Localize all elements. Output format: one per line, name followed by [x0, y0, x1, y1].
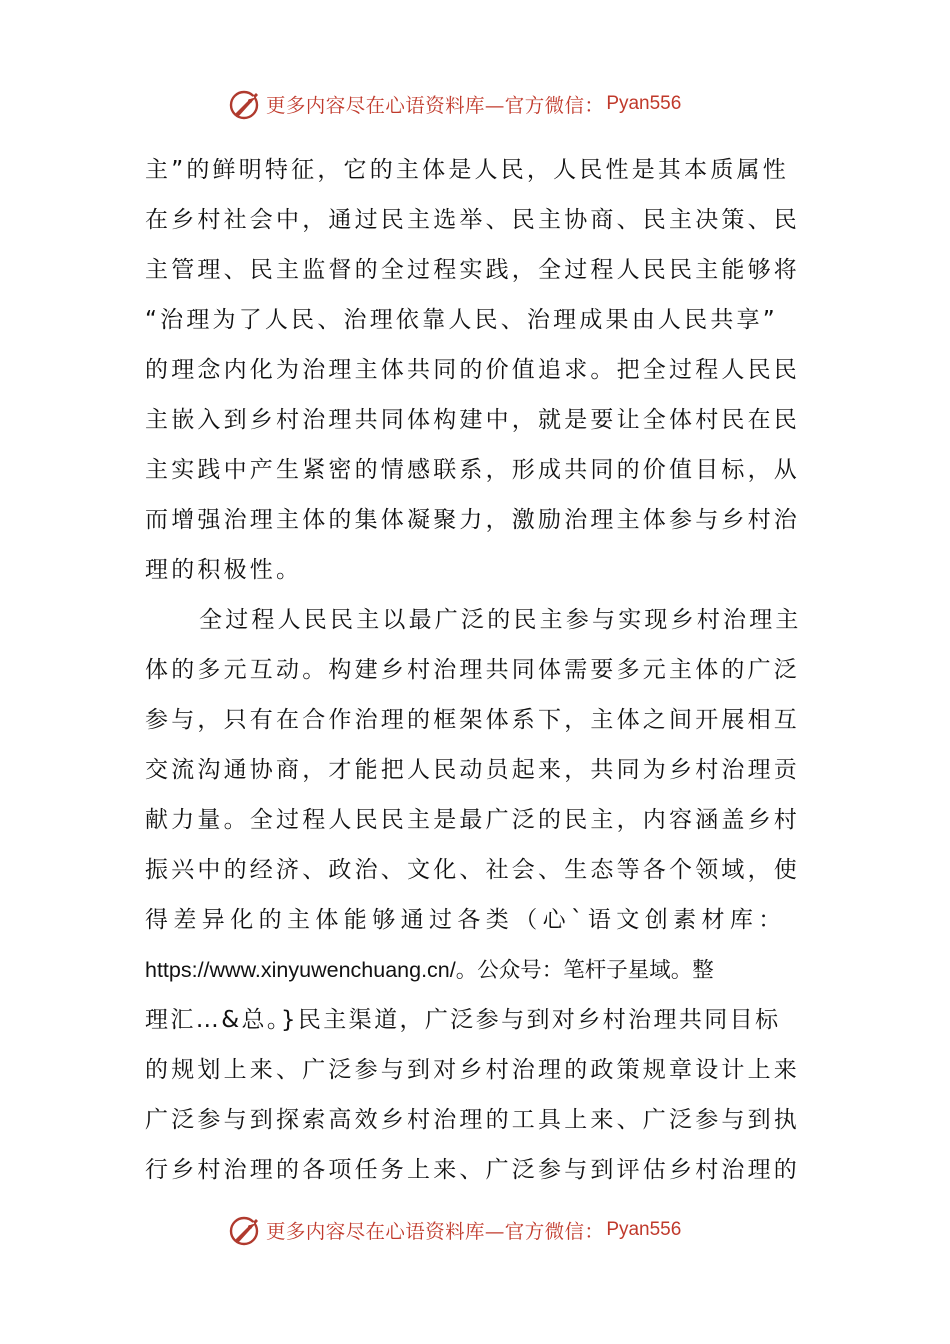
- banner-wechat-id: Pyan556: [606, 1219, 682, 1240]
- quill-logo-icon: [228, 1213, 262, 1247]
- text-line: 得差异化的主体能够通过各类（心`语文创素材库：: [145, 907, 787, 933]
- text-line: 主”的鲜明特征，它的主体是人民，人民性是其本质属性: [145, 157, 789, 183]
- text-line: 体的多元互动。构建乡村治理共同体需要多元主体的广泛: [145, 657, 800, 683]
- text-line: 献力量。全过程人民民主是最广泛的民主，内容涵盖乡村: [145, 807, 800, 833]
- text-line: 交流沟通协商，才能把人民动员起来，共同为乡村治理贡: [145, 757, 800, 783]
- text-line-url: https://www.xinyuwenchuang.cn/。公众号：笔杆子星域。整: [145, 958, 714, 982]
- text-line: 理汇…&总。}民主渠道，广泛参与到对乡村治理共同目标: [145, 1007, 781, 1033]
- text-line: 而增强治理主体的集体凝聚力，激励治理主体参与乡村治: [145, 507, 800, 533]
- paragraph-first-line: 全过程人民民主以最广泛的民主参与实现乡村治理主: [199, 607, 802, 633]
- text-line: 理的积极性。: [145, 557, 303, 583]
- text-line: 振兴中的经济、政治、文化、社会、生态等各个领域，使: [145, 857, 800, 883]
- banner-wechat-id: Pyan556: [606, 93, 682, 114]
- text-line: 主实践中产生紧密的情感联系，形成共同的价值目标，从: [145, 457, 800, 483]
- footer-banner: [228, 1210, 748, 1250]
- banner-text: 更多内容尽在心语资料库—官方微信：: [266, 1220, 605, 1243]
- header-banner: [228, 84, 748, 124]
- text-line: “治理为了人民、治理依靠人民、治理成果由人民共享”: [145, 307, 778, 333]
- text-line: 行乡村治理的各项任务上来、广泛参与到评估乡村治理的: [145, 1157, 800, 1183]
- text-line: 主管理、民主监督的全过程实践，全过程人民民主能够将: [145, 257, 800, 283]
- banner-text: 更多内容尽在心语资料库—官方微信：: [266, 94, 605, 117]
- text-line: 参与，只有在合作治理的框架体系下，主体之间开展相互: [145, 707, 800, 733]
- text-line: 广泛参与到探索高效乡村治理的工具上来、广泛参与到执: [145, 1107, 800, 1133]
- text-line: 的规划上来、广泛参与到对乡村治理的政策规章设计上来: [145, 1057, 800, 1083]
- text-line: 在乡村社会中，通过民主选举、民主协商、民主决策、民: [145, 207, 800, 233]
- text-line: 主嵌入到乡村治理共同体构建中，就是要让全体村民在民: [145, 407, 800, 433]
- quill-logo-icon: [228, 87, 262, 121]
- text-line: 的理念内化为治理主体共同的价值追求。把全过程人民民: [145, 357, 800, 383]
